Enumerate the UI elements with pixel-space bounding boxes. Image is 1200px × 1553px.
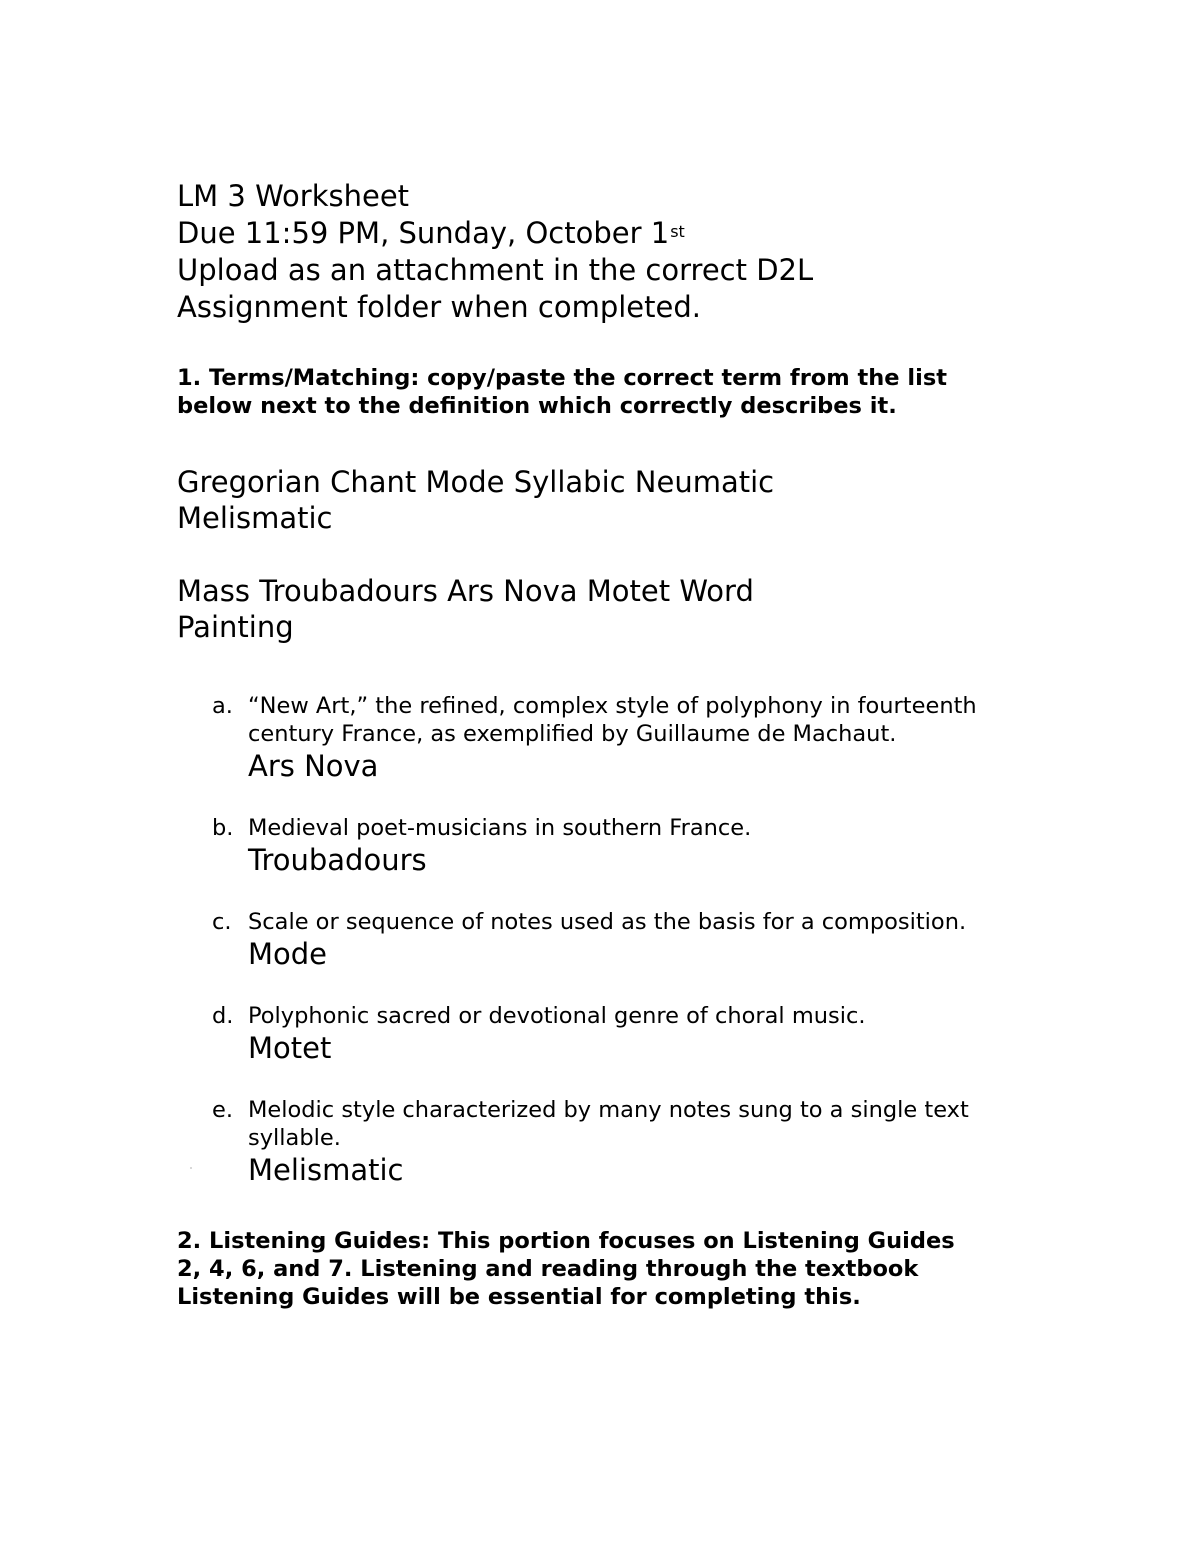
question-2-heading-line-2: 2, 4, 6, and 7. Listening and reading through the textbook (177, 1256, 919, 1282)
item-letter: a. (212, 693, 233, 719)
item-answer[interactable]: Mode (248, 937, 328, 971)
term-bank-row-1-line (177, 464, 989, 500)
matching-item-b (177, 814, 1022, 878)
term-painting: Painting (177, 610, 294, 644)
item-definition-line-1: Polyphonic sacred or devotional genre of choral music. (248, 1003, 866, 1029)
term-mode: Mode (425, 465, 505, 499)
matching-item-e (177, 1096, 1022, 1188)
question-2-heading-line-1: 2. Listening Guides: This portion focuses on Listening Guides (177, 1228, 955, 1254)
due-date-ordinal: st (670, 222, 685, 241)
document-body (177, 178, 1022, 1218)
matching-items-list (177, 692, 1022, 1188)
due-date-line (177, 215, 1022, 252)
term-mass: Mass (177, 574, 251, 608)
item-definition-line-1: Scale or sequence of notes used as the basis for a composition. (248, 909, 967, 935)
term-troubadours: Troubadours (259, 574, 438, 608)
term-ars-nova: Ars Nova (447, 574, 578, 608)
matching-item-a (177, 692, 1022, 784)
term-word: Word (679, 574, 754, 608)
term-bank-row-1 (177, 464, 1022, 536)
item-answer[interactable]: Melismatic (248, 1153, 404, 1187)
question-1-heading (177, 364, 1022, 420)
item-letter: b. (212, 815, 234, 841)
item-answer[interactable]: Troubadours (248, 843, 427, 877)
question-2-heading-line-3: Listening Guides will be essential for completing this. (177, 1284, 861, 1310)
question-2-heading (177, 1227, 1022, 1311)
question-1-heading-line-2: below next to the definition which correctly describes it. (177, 393, 897, 419)
item-letter: e. (212, 1097, 233, 1123)
due-date-text: Due 11:59 PM, Sunday, October 1 (177, 216, 670, 250)
term-motet: Motet (586, 574, 671, 608)
matching-item-d (177, 1002, 1022, 1066)
term-melismatic: Melismatic (177, 501, 333, 535)
upload-instruction-line-1: Upload as an attachment in the correct D2L (177, 253, 814, 287)
worksheet-header (177, 178, 1022, 326)
term-neumatic: Neumatic (634, 465, 775, 499)
item-definition-line-1: Melodic style characterized by many notes sung to a single text (248, 1097, 969, 1123)
term-gregorian-chant: Gregorian Chant (177, 465, 417, 499)
item-answer[interactable]: Motet (248, 1031, 332, 1065)
item-letter: d. (212, 1003, 234, 1029)
item-answer[interactable]: Ars Nova (248, 749, 379, 783)
item-definition-line-2: century France, as exemplified by Guillaume de Machaut. (248, 721, 897, 747)
term-bank-row-2-line (177, 573, 989, 609)
matching-item-c (177, 908, 1022, 972)
worksheet-title: LM 3 Worksheet (177, 179, 410, 213)
item-definition-line-1: Medieval poet-musicians in southern France. (248, 815, 752, 841)
item-definition-line-2: syllable. (248, 1125, 341, 1151)
question-1-heading-line-1: 1. Terms/Matching: copy/paste the correct term from the list (177, 365, 947, 391)
term-bank-row-2 (177, 573, 1022, 645)
item-definition-line-1: “New Art,” the refined, complex style of polyphony in fourteenth (248, 693, 977, 719)
upload-instruction-line-2: Assignment folder when completed. (177, 290, 701, 324)
term-syllabic: Syllabic (513, 465, 626, 499)
item-letter: c. (212, 909, 232, 935)
stray-mark (190, 1167, 192, 1169)
